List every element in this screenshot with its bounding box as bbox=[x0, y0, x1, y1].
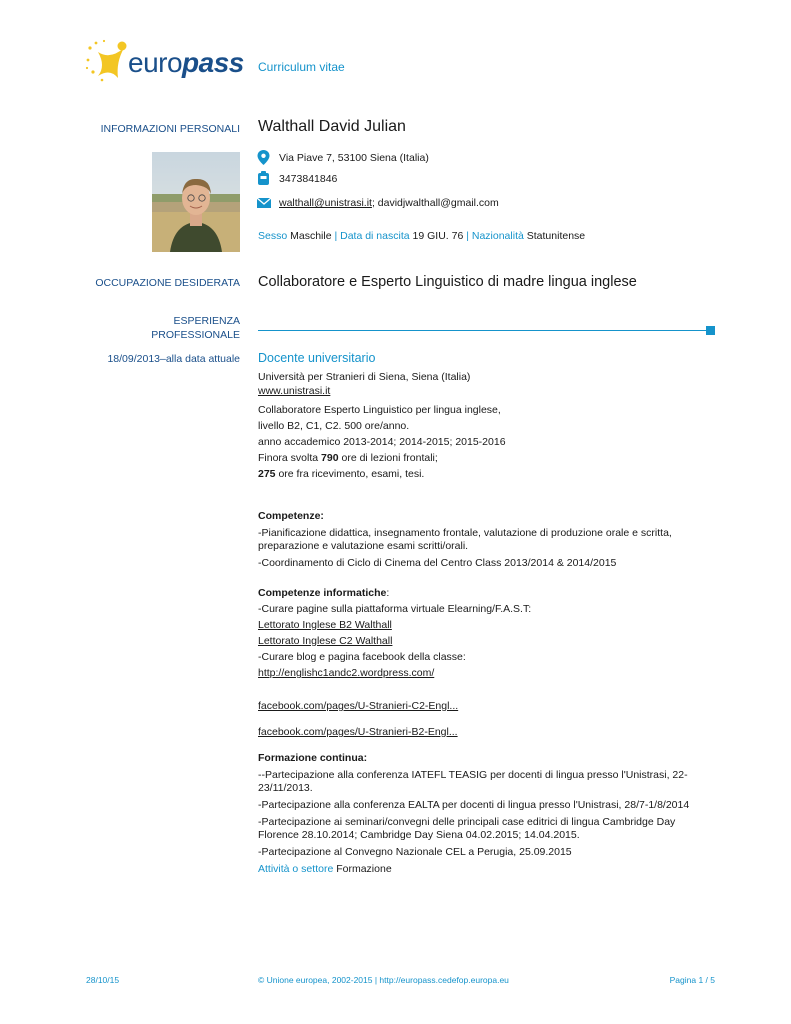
employer-website-link[interactable]: www.unistrasi.it bbox=[258, 385, 331, 397]
location-pin-icon bbox=[257, 150, 270, 165]
footer-date: 28/10/15 bbox=[86, 975, 120, 985]
experience-label bbox=[151, 314, 240, 342]
personal-info-label: INFORMAZIONI PERSONALI bbox=[100, 123, 240, 135]
experience-label-line2: PROFESSIONALE bbox=[151, 329, 240, 341]
link-lettorato-c2[interactable]: Lettorato Inglese C2 Walthall bbox=[258, 635, 393, 647]
link-lettorato-b2[interactable]: Lettorato Inglese B2 Walthall bbox=[258, 619, 392, 631]
profile-photo bbox=[152, 152, 240, 252]
formazione-item-3: -Partecipazione ai seminari/convegni delle principali case editrici di lingua Cambridge Day Florence 28.10.2014; Cambridge Day Siena 04.02.2015; 14.04.2015. bbox=[258, 816, 676, 841]
footer-copyright[interactable]: © Unione europea, 2002-2015 | http://europass.cedefop.europa.eu bbox=[258, 975, 509, 985]
informatiche-intro: -Curare pagine sulla piattaforma virtuale Elearning/F.A.S.T: bbox=[258, 603, 532, 615]
sex-value: Maschile bbox=[290, 230, 332, 242]
formazione-title: Formazione continua: bbox=[258, 752, 368, 764]
logo-euro: euro bbox=[128, 47, 183, 78]
hours-line: Finora svolta 790 ore di lezioni frontali; bbox=[258, 452, 438, 464]
facebook-c2-link[interactable]: facebook.com/pages/U-Stranieri-C2-Engl... bbox=[258, 700, 459, 712]
facebook-b2-link[interactable]: facebook.com/pages/U-Stranieri-B2-Engl... bbox=[258, 726, 458, 738]
sector-value: Formazione bbox=[336, 863, 392, 875]
address: Via Piave 7, 53100 Siena (Italia) bbox=[279, 152, 429, 164]
employer: Università per Stranieri di Siena, Siena (Italia) bbox=[258, 371, 471, 383]
reception-line: 275 ore fra ricevimento, esami, tesi. bbox=[258, 468, 425, 480]
section-rule bbox=[258, 330, 706, 331]
competenze-item-2: -Coordinamento di Ciclo di Cinema del Centro Class 2013/2014 & 2014/2015 bbox=[258, 557, 617, 569]
sector-label: Attività o settore bbox=[258, 863, 334, 875]
email-icon bbox=[257, 198, 271, 208]
desc-line-1: Collaboratore Esperto Linguistico per lingua inglese, bbox=[258, 404, 501, 416]
experience-date: 18/09/2013–alla data attuale bbox=[107, 353, 240, 365]
formazione-item-1: --Partecipazione alla conferenza IATEFL TEASIG per docenti di lingua presso l'Unistrasi, 22-23/11/2013. bbox=[258, 769, 688, 794]
email-primary-link[interactable]: walthall@unistrasi.it bbox=[279, 197, 372, 209]
logo-pass: pass bbox=[182, 47, 244, 78]
sector-line bbox=[258, 863, 708, 876]
europass-star-figure-icon bbox=[84, 38, 134, 88]
divider-2: | bbox=[466, 230, 469, 242]
cv-subtitle: Curriculum vitae bbox=[258, 60, 345, 74]
blog-link[interactable]: http://englishc1andc2.wordpress.com/ bbox=[258, 667, 435, 679]
competenze-title: Competenze: bbox=[258, 510, 324, 522]
occupation-label: OCCUPAZIONE DESIDERATA bbox=[95, 277, 240, 289]
sex-label: Sesso bbox=[258, 230, 288, 242]
competenze-item-1: -Pianificazione didattica, insegnamento frontale, valutazione di produzione orale e scritta, preparazione e valutazione esami scritti/orali. bbox=[258, 527, 672, 552]
desc-line-3: anno accademico 2013-2014; 2014-2015; 2015-2016 bbox=[258, 436, 506, 448]
phone-icon bbox=[258, 171, 269, 185]
informatiche-title: Competenze informatiche: bbox=[258, 587, 390, 599]
divider-1: | bbox=[334, 230, 338, 242]
footer-page-number: Pagina 1 / 5 bbox=[669, 975, 715, 985]
job-title: Docente universitario bbox=[258, 351, 376, 365]
nationality-label: Nazionalità bbox=[471, 230, 524, 242]
section-rule-end-square bbox=[706, 326, 715, 335]
occupation-value: Collaboratore e Esperto Linguistico di madre lingua inglese bbox=[258, 274, 637, 290]
nationality-value: Statunitense bbox=[526, 230, 586, 242]
phone-number: 3473841846 bbox=[279, 173, 338, 185]
blog-intro: -Curare blog e pagina facebook della classe: bbox=[258, 651, 466, 663]
europass-logo bbox=[84, 38, 244, 90]
birth-value: 19 GIU. 76 bbox=[412, 230, 464, 242]
formazione-item-4: -Partecipazione al Convegno Nazionale CEL a Perugia, 25.09.2015 bbox=[258, 846, 572, 858]
email-separator: ; bbox=[371, 197, 375, 209]
formazione-item-2: -Partecipazione alla conferenza EALTA per docenti di lingua presso l'Unistrasi, 28/7-1/8/2014 bbox=[258, 799, 690, 811]
birth-label: Data di nascita bbox=[340, 230, 410, 242]
experience-label-line1: ESPERIENZA bbox=[173, 315, 240, 327]
person-name: Walthall David Julian bbox=[258, 118, 406, 135]
email-secondary: davidjwalthall@gmail.com bbox=[377, 197, 499, 209]
desc-line-2: livello B2, C1, C2. 500 ore/anno. bbox=[258, 420, 410, 432]
